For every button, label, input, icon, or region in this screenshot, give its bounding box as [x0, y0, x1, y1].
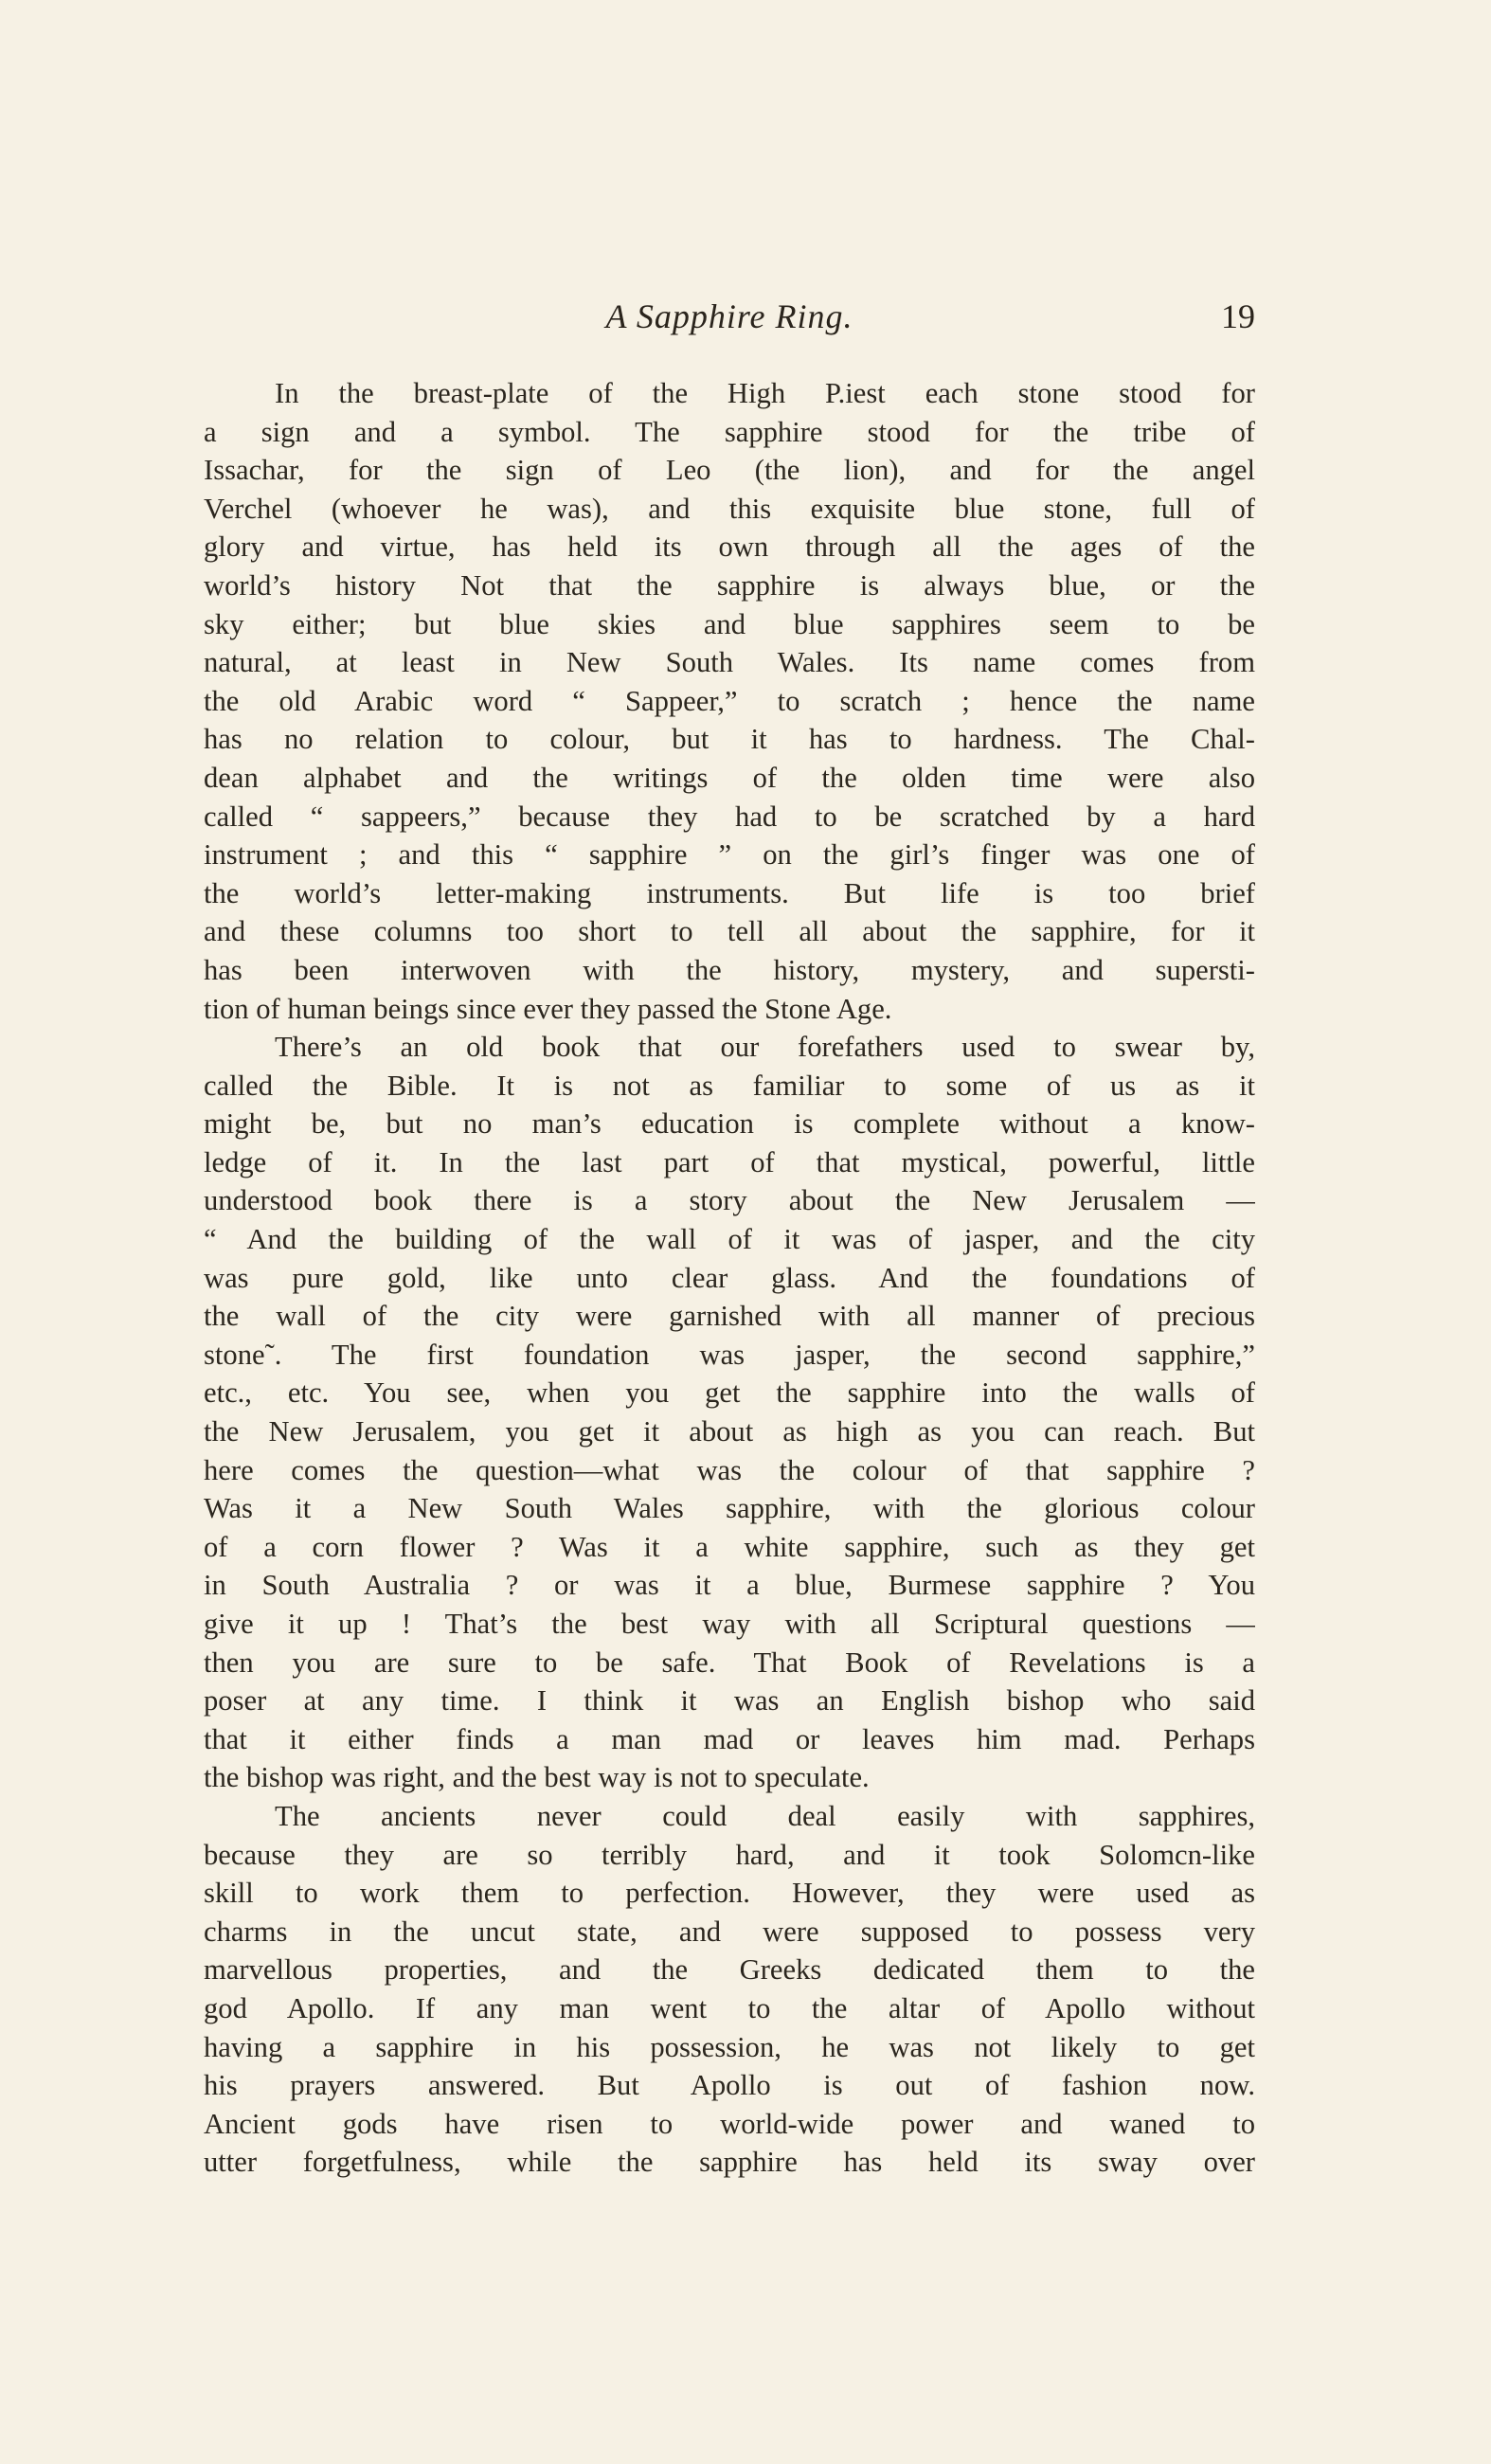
paragraph: [204, 1797, 1255, 2182]
text-line: and these columns too short to tell all about the sapphire, for it: [204, 915, 1255, 948]
text-line: that it either finds a man mad or leaves him mad. Perhaps: [204, 1722, 1255, 1755]
text-line: has no relation to colour, but it has to hardness. The Chal-: [204, 723, 1255, 756]
running-head: [204, 297, 1255, 353]
text-line: because they are so terribly hard, and it took Solomcn-like: [204, 1838, 1255, 1871]
text-line: There’s an old book that our forefathers used to swear by,: [275, 1031, 1255, 1064]
text-line: the world’s letter-making instruments. But life is too brief: [204, 876, 1255, 909]
text-line: glory and virtue, has held its own through all the ages of the: [204, 531, 1255, 564]
text-line: Verchel (whoever he was), and this exquisite blue stone, full of: [204, 492, 1255, 525]
text-line: instrument ; and this “ sapphire ” on the girl’s finger was one of: [204, 838, 1255, 872]
text-line: then you are sure to be safe. That Book of Revelations is a: [204, 1646, 1255, 1679]
body-text: [204, 374, 1255, 2182]
text-line: has been interwoven with the history, mystery, and supersti-: [204, 953, 1255, 986]
text-line: the old Arabic word “ Sappeer,” to scratch ; hence the name: [204, 684, 1255, 717]
text-line: stone˜. The first foundation was jasper, the second sapphire,”: [204, 1338, 1255, 1371]
text-line: understood book there is a story about the New Jerusalem —: [204, 1184, 1255, 1217]
paragraph: [204, 374, 1255, 1028]
text-line: skill to work them to perfection. However, they were used as: [204, 1877, 1255, 1910]
text-line: tion of human beings since ever they passed the Stone Age.: [204, 992, 892, 1025]
text-line: dean alphabet and the writings of the olden time were also: [204, 761, 1255, 794]
paragraph: [204, 1028, 1255, 1797]
text-line: of a corn flower ? Was it a white sapphire, such as they get: [204, 1530, 1255, 1563]
running-title: A Sapphire Ring.: [605, 297, 853, 335]
text-line: a sign and a symbol. The sapphire stood for the tribe of: [204, 415, 1255, 448]
text-line: having a sapphire in his possession, he was not likely to get: [204, 2030, 1255, 2063]
text-line: natural, at least in New South Wales. Its name comes from: [204, 646, 1255, 679]
text-line: marvellous properties, and the Greeks dedicated them to the: [204, 1953, 1255, 1987]
text-line: Was it a New South Wales sapphire, with the glorious colour: [204, 1492, 1255, 1525]
text-line: his prayers answered. But Apollo is out of fashion now.: [204, 2069, 1255, 2102]
text-line: Issachar, for the sign of Leo (the lion), and for the angel: [204, 454, 1255, 487]
text-line: ledge of it. In the last part of that mystical, powerful, little: [204, 1145, 1255, 1178]
text-line: the bishop was right, and the best way is not to speculate.: [204, 1761, 870, 1794]
text-line: the New Jerusalem, you get it about as high as you can reach. But: [204, 1415, 1255, 1448]
text-line: poser at any time. I think it was an English bishop who said: [204, 1684, 1255, 1718]
text-line: called “ sappeers,” because they had to be scratched by a hard: [204, 800, 1255, 833]
page-number: 19: [1221, 297, 1255, 335]
text-line: called the Bible. It is not as familiar to some of us as it: [204, 1069, 1255, 1102]
text-line: In the breast-plate of the High P.iest each stone stood for: [275, 377, 1255, 409]
text-line: sky either; but blue skies and blue sapphires seem to be: [204, 607, 1255, 640]
text-line: give it up ! That’s the best way with all Scriptural questions —: [204, 1608, 1255, 1640]
text-line: the wall of the city were garnished with all manner of precious: [204, 1300, 1255, 1333]
text-line: etc., etc. You see, when you get the sapphire into the walls of: [204, 1376, 1255, 1410]
text-line: here comes the question—what was the colour of that sapphire ?: [204, 1453, 1255, 1486]
text-line: Ancient gods have risen to world-wide power and waned to: [204, 2107, 1255, 2140]
text-line: utter forgetfulness, while the sapphire has held its sway over: [204, 2146, 1255, 2179]
text-line: was pure gold, like unto clear glass. And the foundations of: [204, 1261, 1255, 1294]
text-line: world’s history Not that the sapphire is always blue, or the: [204, 568, 1255, 602]
text-line: charms in the uncut state, and were supposed to possess very: [204, 1915, 1255, 1948]
text-line: in South Australia ? or was it a blue, Burmese sapphire ? You: [204, 1569, 1255, 1602]
text-line: “ And the building of the wall of it was of jasper, and the city: [204, 1223, 1255, 1256]
text-line: The ancients never could deal easily with sapphires,: [275, 1799, 1255, 1832]
text-line: god Apollo. If any man went to the altar of Apollo without: [204, 1991, 1255, 2024]
text-line: might be, but no man’s education is complete without a know-: [204, 1107, 1255, 1141]
